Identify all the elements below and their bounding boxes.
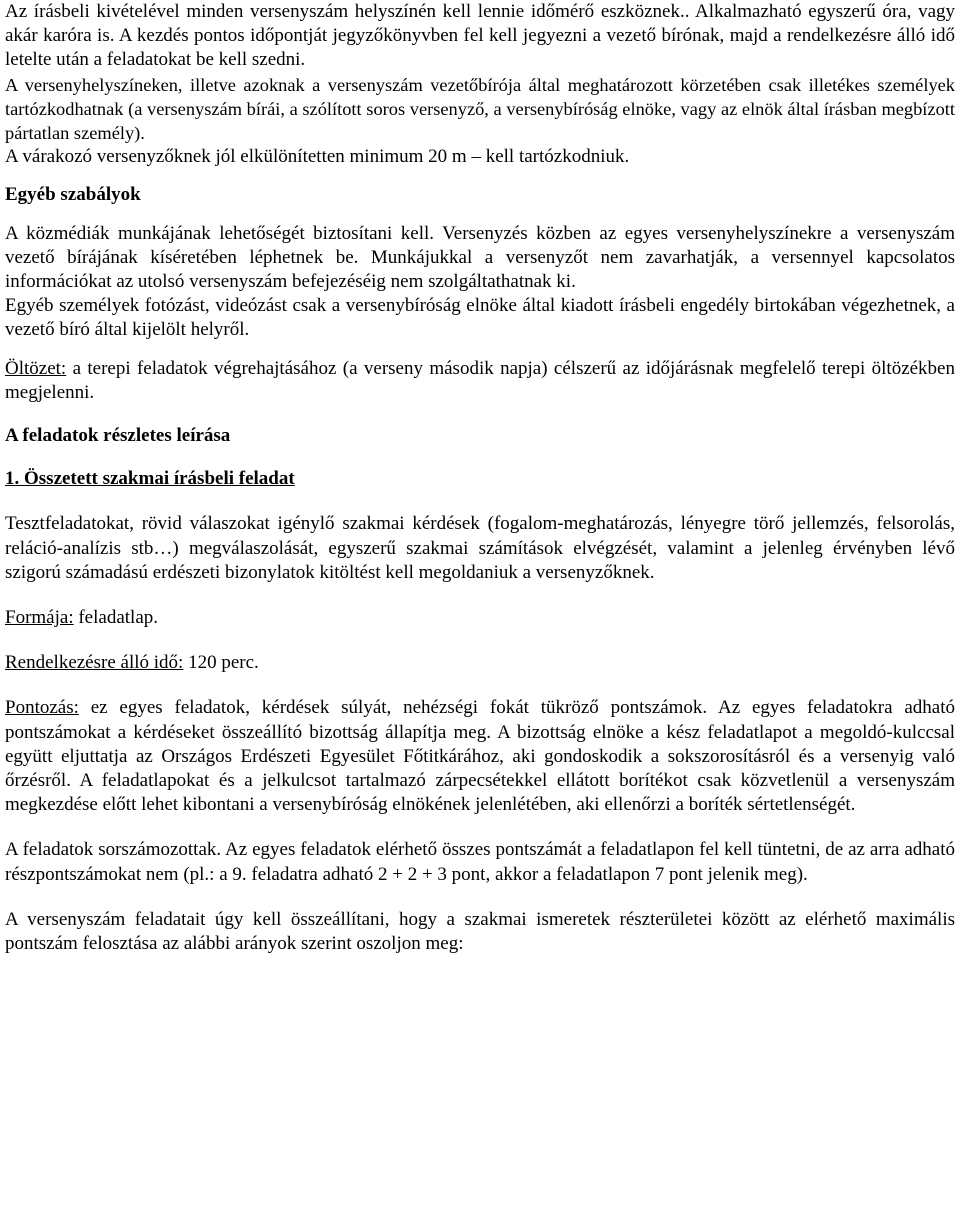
spacer <box>5 208 955 222</box>
spacer <box>5 169 955 183</box>
oltozet-label: Öltözet: <box>5 357 67 379</box>
egyeb-paragraph-media: A közmédiák munkájának lehetőségét biztosítani kell. Versenyzés közben az egyes versenyhelyszínekre a versenyszám vezető bírájának kíséretében léphetnek be. Munkájukkal a versenyzőt nem zavarhatják, a versennyel kapcsolatos információkat az utolsó versenyszám befejezéséig nem szolgáltathatnak ki. <box>5 222 955 293</box>
spacer <box>5 491 955 512</box>
section-heading-egyeb: Egyéb szabályok <box>5 184 141 206</box>
spacer <box>5 585 955 606</box>
spacer <box>5 630 955 651</box>
oltozet-paragraph <box>5 357 955 405</box>
spacer <box>5 817 955 838</box>
spacer <box>5 887 955 908</box>
ido-label: Rendelkezésre álló idő: <box>5 652 184 674</box>
spacer <box>5 343 955 357</box>
forma-text: feladatlap. <box>73 607 159 629</box>
spacer <box>5 675 955 696</box>
ido-paragraph <box>5 651 955 675</box>
aranyok-paragraph: A versenyszám feladatait úgy kell összeállítani, hogy a szakmai ismeretek részterületei között az elérhető maximális pontszám felosztása az alábbi arányok szerint oszoljon meg: <box>5 908 955 955</box>
document-page <box>5 0 955 956</box>
oltozet-text: a terepi feladatok végrehajtásához (a verseny második napja) célszerű az időjárásnak megfelelő terepi öltözékben megjelenni. <box>5 357 955 403</box>
spacer <box>5 448 955 467</box>
ido-text: 120 perc. <box>183 652 259 674</box>
subsection-heading-irasbeli: 1. Összetett szakmai írásbeli feladat <box>5 468 295 490</box>
spacer <box>5 405 955 424</box>
egyeb-paragraph-photo: Egyéb személyek fotózást, videózást csak a versenybíróság elnöke által kiadott írásbeli engedély birtokában végezhetnek, a vezető bíró által kijelölt helyről. <box>5 295 955 341</box>
intro-paragraph-timer: Az írásbeli kivételével minden versenyszám helyszínén kell lennie időmérő eszköznek.. Alkalmazható egyszerű óra, vagy akár karóra is. A kezdés pontos időpontját jegyzőkönyvben fel kell jegyezni a vezető bírónak, majd a rendelkezésre álló idő letelte után a feladatokat be kell szedni. <box>5 1 955 71</box>
forma-paragraph <box>5 606 955 630</box>
pontozas-label: Pontozás: <box>5 697 79 719</box>
intro-paragraph-access: A versenyhelyszíneken, illetve azoknak a versenyszám vezetőbírója által meghatározott körzetében csak illetékes személyek tartózkodhatnak (a versenyszám bírái, a szólított soros versenyző, a versenybíróság elnöke, vagy az elnök által írásban megbízott pártatlan személy). <box>5 74 955 144</box>
feladat-description-paragraph: Tesztfeladatokat, rövid válaszokat igénylő szakmai kérdések (fogalom-meghatározás, lényegre törő jellemzés, felsorolás, reláció-analízis stb…) megválaszolását, egyszerű szakmai számítások elvégzését, valamint a jelenleg érvényben lévő szigorú számadású erdészeti bizonylatok kitöltést kell megoldaniuk a versenyzőknek. <box>5 513 955 583</box>
forma-label: Formája: <box>5 607 74 629</box>
pontozas-paragraph <box>5 696 955 817</box>
sorszam-paragraph: A feladatok sorszámozottak. Az egyes feladatok elérhető összes pontszámát a feladatlapon fel kell tüntetni, de az arra adható részpontszámokat nem (pl.: a 9. feladatra adható 2 + 2 + 3 pont, akkor a feladatlapon 7 pont jelenik meg). <box>5 839 955 885</box>
intro-paragraph-waiting: A várakozó versenyzőknek jól elkülönítetten minimum 20 m – kell tartózkodniuk. <box>5 146 630 168</box>
section-heading-feladatok: A feladatok részletes leírása <box>5 425 231 447</box>
pontozas-text: ez egyes feladatok, kérdések súlyát, nehézségi fokát tükröző pontszámok. Az egyes feladatokra adható pontszámokat a kérdéseket összeállító bizottság állapítja meg. A bizottság elnöke a kész feladatlapot a megoldó-kulccsal együtt eljuttatja az Országos Erdészeti Egyesület Főtitkárához, aki gondoskodik a sokszorosításról és a versenyig való őrzésről. A feladatlapokat és a jelkulcsot tartalmazó zárpecsétekkel ellátott borítékot csak közvetlenül a versenyszám megkezdése előtt lehet kibontani a versenybíróság elnökének jelenlétében, aki ellenőrzi a boríték sértetlenségét. <box>5 697 955 816</box>
